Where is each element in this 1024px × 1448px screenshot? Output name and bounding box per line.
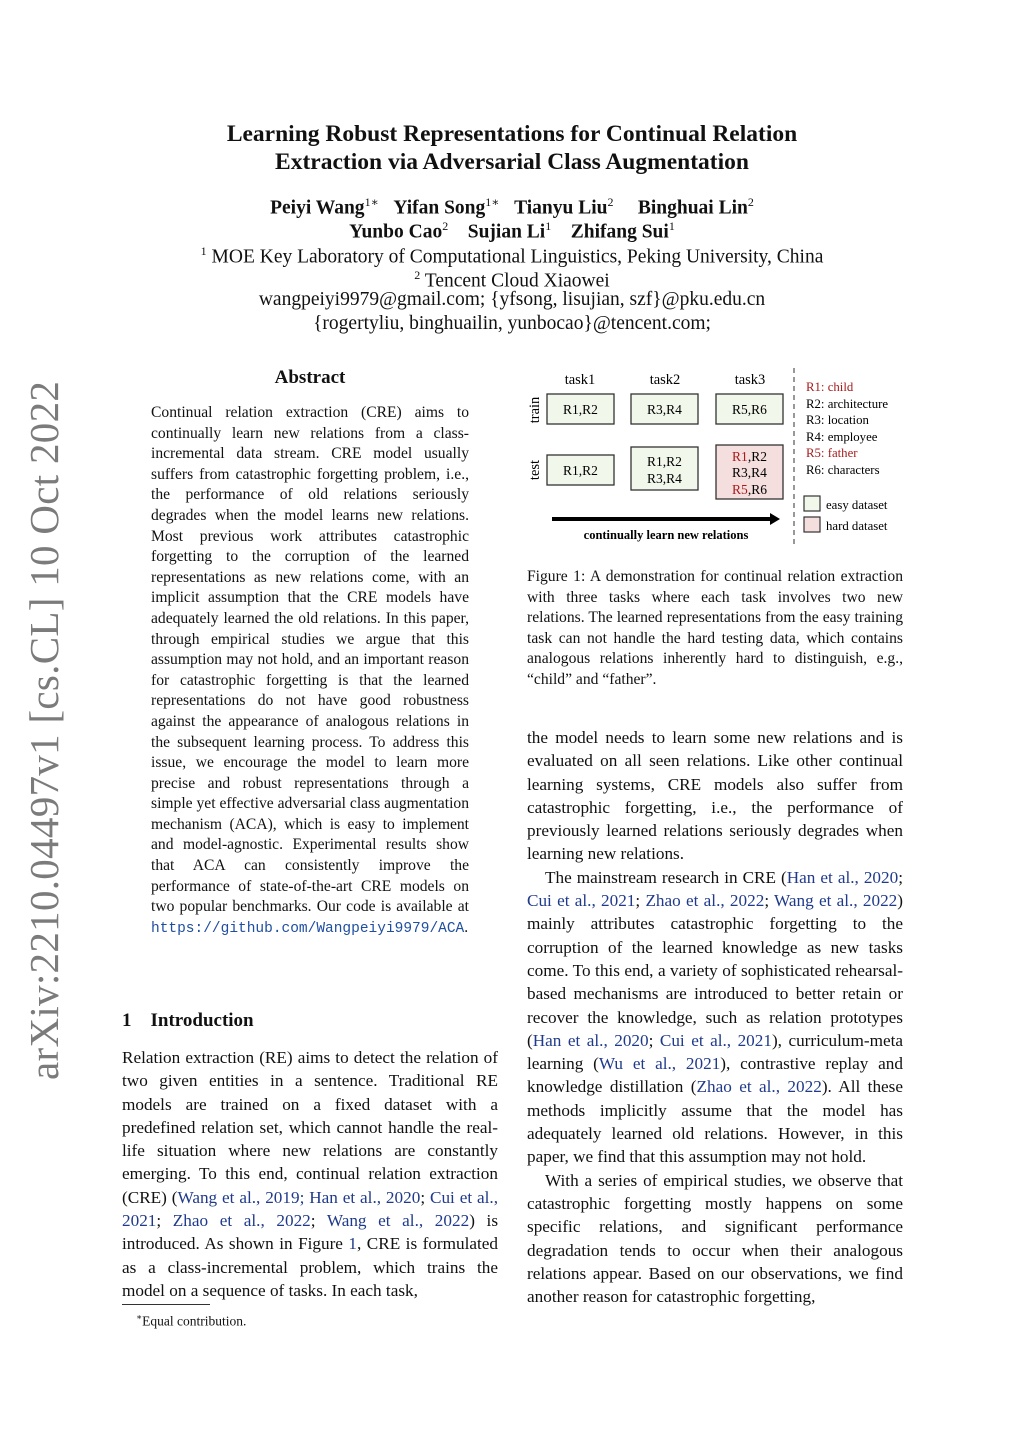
relation-list [806,380,888,477]
arrow-head-icon [770,513,780,525]
paper-title-line1: Learning Robust Representations for Continual Relation [226,121,798,147]
paper-title-line2: Extraction via Adversarial Class Augmentation [275,149,749,175]
citation[interactable]: Han et al., 2020 [532,1030,649,1050]
author-name: Binghuai Lin [637,197,748,219]
relation-item: R2: architecture [806,397,889,411]
code-link[interactable]: https://github.com/Wangpeiyi9979/ACA [151,920,465,937]
test-box-label: R3,R4 [732,465,767,480]
intro-paragraph-1: Relation extraction (RE) aims to detect the relation of two given entities in a sentence. Traditional RE models are trained on a fixed dataset with a predefined relation set, which cannot handle the real-life situation where new relations are constantly emerging. To this end, continual relation extraction (CRE) (Wang et al., 2019; Han et al., 2020; Cui et al., 2021; Zhao et al., 2022; Wang et al., 2022) is introduced. As shown in Figure 1, CRE is formulated as a class-incremental problem, which trains the model on a sequence of tasks. In each task, [122,1048,499,1300]
legend-swatch-easy [804,496,820,511]
abstract-heading: Abstract [274,367,346,388]
legend-label: hard dataset [826,519,888,533]
relation-item: R6: characters [806,463,880,477]
figure-1-caption: Figure 1: A demonstration for continual relation extraction with three tasks where each task involves two new relations. The learned representations from the easy training task can not handle the hard testing data, which contains analogous relations inherently hard to distinguish, e.g., “child” and “father”. [527,568,903,688]
citation[interactable]: Cui et al., 2021 [659,1030,772,1050]
test-box-label: R1,R2 [732,449,767,464]
author-name: Yifan Song [393,197,486,219]
citation[interactable]: Wu et al., 2021 [598,1054,721,1074]
legend-swatch-hard [804,517,820,532]
footnote-rule [122,1304,210,1305]
author-name: Tianyu Liu [514,197,608,219]
abstract-body: Continual relation extraction (CRE) aims to continually learn new relations from a class-incremental data stream. CRE model usually suffers from catastrophic forgetting problem, i.e., the performance of old relations seriously degrades when the model learns new relations. Most previous work attributes catastrophic forgetting to the corruption of the learned representations as new relations come, with an implicit assumption that the CRE models have adequately learned the old relations. In this paper, through empirical studies we argue that this assumption may not hold, and an important reason for catastrophic forgetting is that the learned representations do not have good robustness against the appearance of analogous relations in the subsequent learning process. To address this issue, we encourage the model to learn more precise and robust representations through a simple yet effective adversarial class augmentation mechanism (ACA), which is easy to implement and model-agnostic. Experimental results show that ACA can consistently improve the performance of state-of-the-art CRE models on two popular benchmarks. Our code is available at https://github.com/Wangpeiyi9979/ACA. [151,404,469,937]
train-box-label: R1,R2 [563,402,598,417]
arrow-label: continually learn new relations [583,528,749,542]
author-name: Yunbo Cao [349,221,443,243]
train-box-label: R3,R4 [647,402,682,417]
author-name: Peiyi Wang [270,197,365,219]
author-line2: Yunbo Cao$^2$ Sujian Li$^1$ Zhifang Sui$^1$ [349,219,675,243]
task-label: task2 [649,372,681,388]
task-label: task3 [734,372,766,388]
figure-1-diagram [520,360,910,550]
test-box-label: R5,R6 [732,482,767,497]
citation[interactable]: Cui et al., 2021 [527,891,636,911]
citation[interactable]: Wang et al., 2022 [774,891,898,911]
paragraph: The mainstream research in CRE (Han et al., 2020; Cui et al., 2021; Zhao et al., 2022; Wang et al., 2022) mainly attributes catastrophic forgetting to the corruption of the learned knowledge as new tasks come. To this end, a variety of sophisticated rehearsal-based mechanisms are introduced to better retain or recover the knowledge, such as relation prototypes (Han et al., 2020; Cui et al., 2021), curriculum-meta learning (Wu et al., 2021), contrastive replay and knowledge distillation (Zhao et al., 2022). All these methods implicitly assume that the model has adequately learned old relations. However, in this paper, we find that this assumption may not hold. [527,867,903,1167]
affiliation-2: $^2$ Tencent Cloud Xiaowei [414,268,610,292]
intro-right-column [527,726,903,1308]
author-line1: Peiyi Wang$^{1∗}$ Yifan Song$^{1∗}$ Tianyu Liu$^2$ Binghuai Lin$^2$ [270,195,754,219]
figure-reference[interactable]: 1 [348,1234,358,1254]
legend-label: easy dataset [826,498,888,512]
train-box-label: R5,R6 [732,402,767,417]
emails-line1: wangpeiyi9979@gmail.com; {yfsong, lisujian, szf}@pku.edu.cn [258,289,766,310]
relation-item: R3: location [806,413,869,427]
task-headers [565,372,766,388]
affiliation-1: $^1$ MOE Key Laboratory of Computational Linguistics, Peking University, China [200,244,824,268]
row-label-test: test [527,459,543,481]
arxiv-stamp: arXiv:2210.04497v1 [cs.CL] 10 Oct 2022 [21,380,67,1080]
citation[interactable]: Zhao et al., 2022 [172,1211,311,1231]
citation[interactable]: Han et al., 2020 [786,867,899,887]
test-box-label: R1,R2 [647,454,682,469]
author-name: Zhifang Sui [570,221,669,243]
footnote: ∗Equal contribution. [136,1312,247,1329]
emails-line2: {rogertyliu, binghuailin, yunbocao}@tencent.com; [313,313,711,334]
paragraph: With a series of empirical studies, we observe that catastrophic forgetting mostly happens on some specific relations, and significant performance degradation tends to occur when their analogous relations appear. Based on our observations, we find another reason for catastrophic forgetting, [527,1170,903,1307]
section-heading-introduction: 1 Introduction [122,1010,254,1031]
citation[interactable]: Zhao et al., 2022 [696,1077,822,1097]
test-box-label: R3,R4 [647,471,682,486]
citation[interactable]: Cui et al., 2021 [122,1187,498,1231]
paragraph: the model needs to learn some new relations and is evaluated on all seen relations. Like other continual learning systems, CRE models also suffer from catastrophic forgetting, i.e., the performance of previously learned relations seriously degrades when learning new relations. [527,728,903,864]
citation[interactable]: Wang et al., 2019; Han et al., 2020 [177,1187,421,1207]
relation-item: R5: father [806,446,858,460]
relation-item: R1: child [806,380,854,394]
citation[interactable]: Wang et al., 2022 [326,1211,470,1231]
relation-item: R4: employee [806,430,878,444]
row-label-train: train [527,396,543,424]
test-box-label: R1,R2 [563,463,598,478]
author-name: Sujian Li [467,221,546,243]
task-label: task1 [564,372,596,388]
citation[interactable]: Zhao et al., 2022 [645,891,765,911]
